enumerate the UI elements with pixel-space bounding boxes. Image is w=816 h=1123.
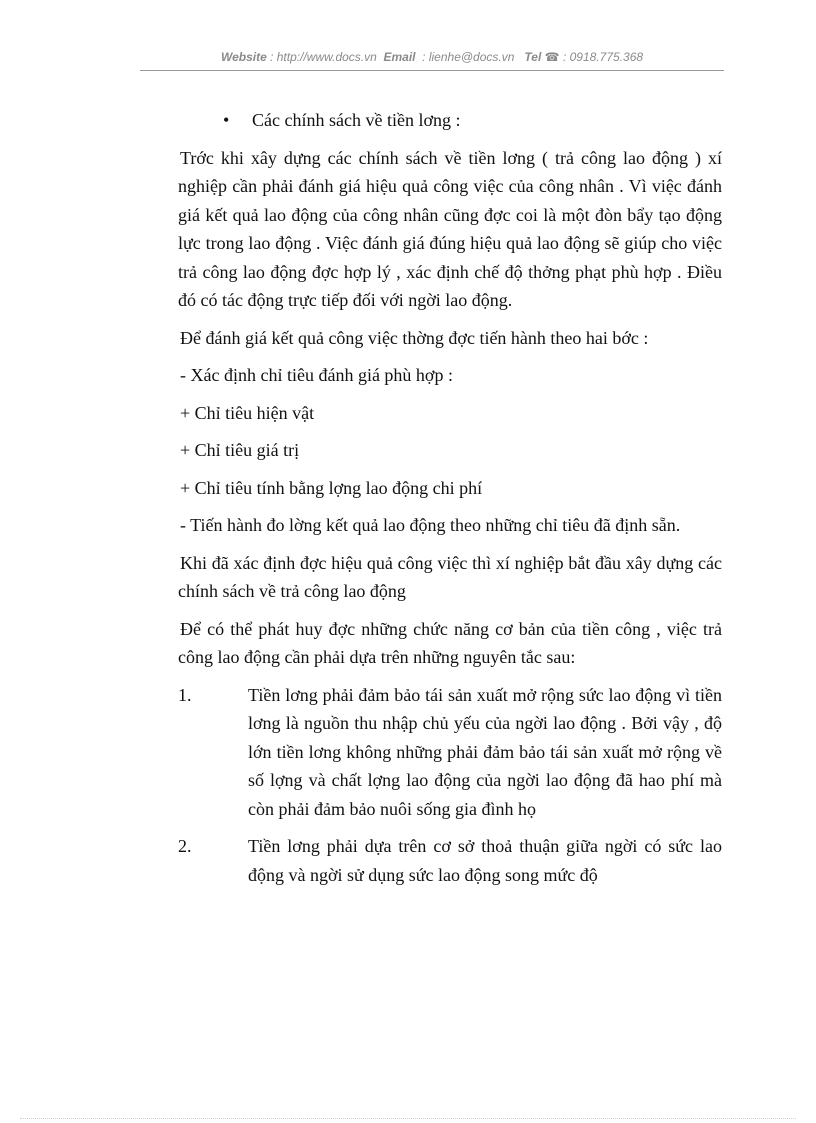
- numbered-item: [178, 681, 722, 824]
- website-label: Website: [220, 50, 267, 64]
- email-value[interactable]: : lienhe@docs.vn: [422, 50, 515, 64]
- item-text: Tiền lơng phải đảm bảo tái sản xuất mở rộng sức lao động vì tiền lơng là nguồn thu nhập chủ yếu của ngời lao động . Bởi vậy , độ lớn tiền lơng không những phải đảm bảo tái sản xuất mở rộng về số lợng và chất lợng lao động của ngời lao động đã hao phí mà còn phải đảm bảo nuôi sống gia đình họ: [248, 684, 722, 819]
- paragraph: Để có thể phát huy đợc những chức năng cơ bản của tiền công , việc trả công lao động cần phải dựa trên những nguyên tắc sau:: [178, 618, 722, 667]
- numbered-item: [178, 832, 722, 889]
- bullet-heading: [178, 106, 722, 135]
- item-number: 2.: [178, 836, 192, 856]
- bullet-icon: •: [223, 110, 230, 130]
- paragraph: Để đánh giá kết quả công việc thờng đợc tiến hành theo hai bớc :: [180, 327, 649, 348]
- paragraph: - Xác định chỉ tiêu đánh giá phù hợp :: [180, 365, 453, 385]
- tel-value: : 0918.775.368: [562, 50, 644, 64]
- item-text: Tiền lơng phải dựa trên cơ sở thoả thuận giữa ngời có sức lao động và ngời sử dụng sức lao động song mức độ: [248, 836, 722, 885]
- paragraph: + Chỉ tiêu tính bằng lợng lao động chi phí: [180, 477, 483, 498]
- paragraph: Khi đã xác định đợc hiệu quả công việc thì xí nghiệp bắt đầu xây dựng các chính sách về trả công lao động: [178, 552, 722, 601]
- document-body: [178, 106, 722, 898]
- header-divider: [140, 70, 724, 71]
- tel-label: Tel: [524, 50, 542, 64]
- website-value[interactable]: : http://www.docs.vn: [270, 50, 377, 64]
- item-number: 1.: [178, 684, 192, 705]
- paragraph: + Chỉ tiêu hiện vật: [180, 402, 315, 423]
- footer-divider: [20, 1118, 796, 1119]
- bullet-text: Các chính sách về tiền lơng :: [252, 110, 461, 130]
- paragraph: - Tiến hành đo lờng kết quả lao động theo những chỉ tiêu đã định sẵn.: [180, 515, 681, 535]
- email-label: Email: [383, 50, 416, 64]
- paragraph: + Chỉ tiêu giá trị: [180, 440, 300, 460]
- paragraph: Trớc khi xây dựng các chính sách về tiền lơng ( trả công lao động ) xí nghiệp cần phải đánh giá hiệu quả công việc của công nhân . Vì việc đánh giá kết quả lao động của công nhân cũng đợc coi là một đòn bẩy tạo động lực trong lao động . Việc đánh giá đúng hiệu quả lao động sẽ giúp cho việc trả công lao động đợc hợp lý , xác định chế độ thởng phạt phù hợp . Điều đó có tác động trực tiếp đối với ngời lao động.: [178, 147, 722, 310]
- page-header: [140, 50, 724, 64]
- phone-icon: ☎: [544, 50, 560, 64]
